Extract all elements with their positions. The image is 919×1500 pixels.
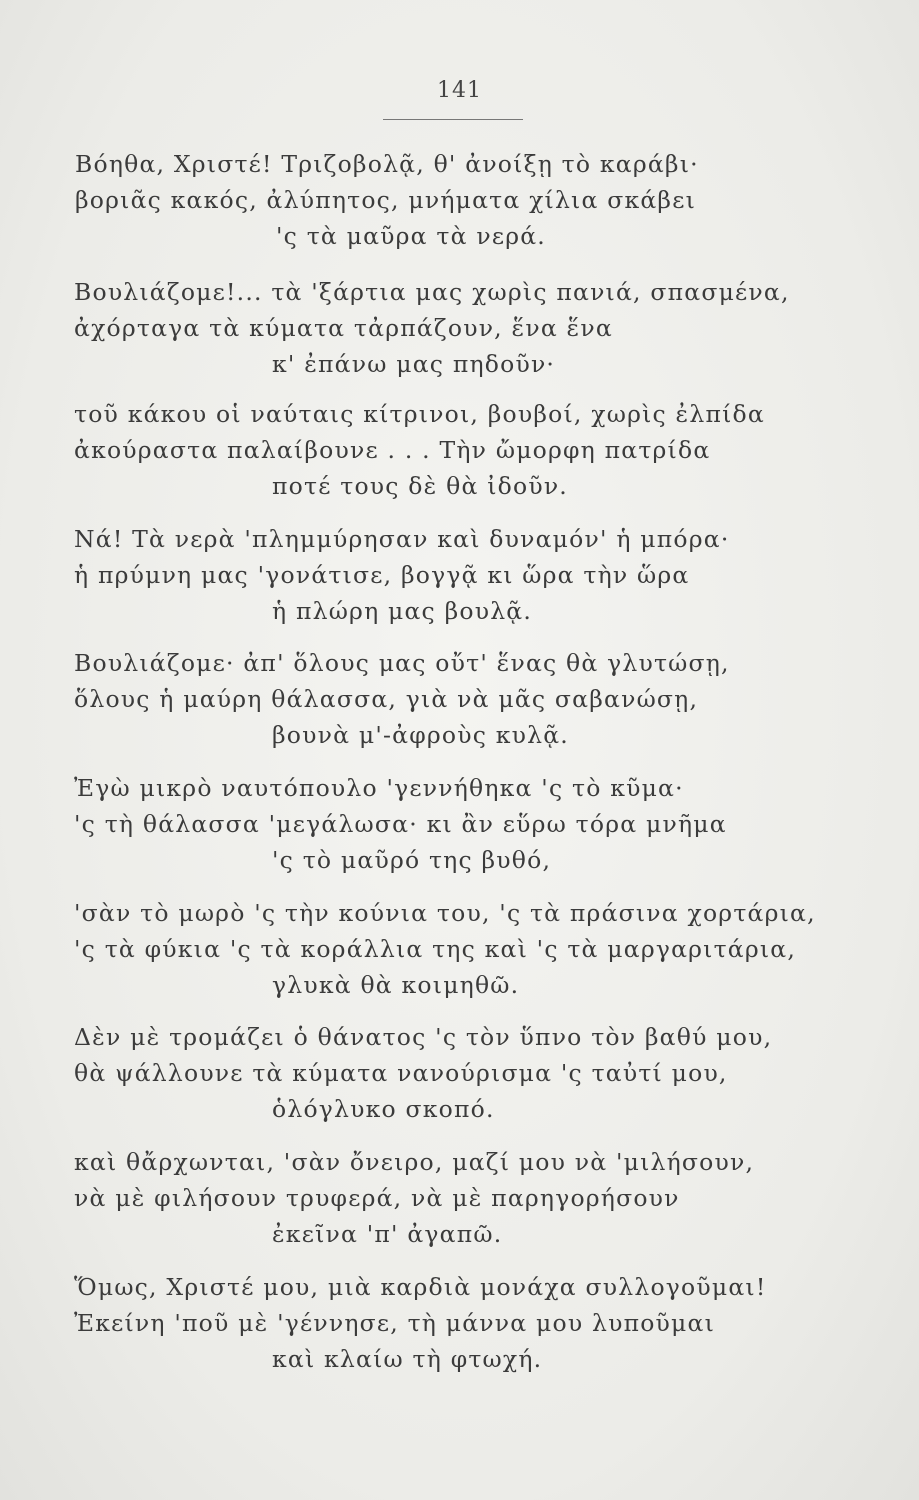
verse-line: ἀκούραστα παλαίβουνε . . . Τὴν ὤμορφη πατρίδα [74,436,711,464]
verse-line: 'ς τὰ μαῦρα τὰ νερά. [276,222,546,250]
verse-line: καὶ θἄρχωνται, 'σὰν ὄνειρο, μαζί μου νὰ 'μιλήσουν, [74,1148,755,1176]
verse-line: νὰ μὲ φιλήσουν τρυφερά, νὰ μὲ παρηγορήσουν [74,1184,680,1212]
verse-line: 'σὰν τὸ μωρὸ 'ς τὴν κούνια του, 'ς τὰ πράσινα χορτάρια, [74,899,816,927]
verse-line: 'ς τὸ μαῦρό της βυθό, [272,846,552,874]
verse-line: ὁλόγλυκο σκοπό. [272,1095,495,1123]
verse-line: Ἐγὼ μικρὸ ναυτόπουλο 'γεννήθηκα 'ς τὸ κῦμα· [74,774,684,802]
verse-line: Δὲν μὲ τρομάζει ὁ θάνατος 'ς τὸν ὕπνο τὸν βαθύ μου, [74,1023,773,1051]
verse-line: 'ς τὴ θάλασσα 'μεγάλωσα· κι ἂν εὕρω τόρα μνῆμα [74,810,727,838]
page-number: 141 [437,78,482,103]
verse-line: Βουλιάζομε!... τὰ 'ξάρτια μας χωρὶς πανιά, σπασμένα, [74,278,790,306]
verse-line: ἡ πλώρη μας βουλᾷ. [272,597,533,625]
verse-line: ἀχόρταγα τὰ κύματα τἀρπάζουν, ἕνα ἕνα [74,314,613,342]
verse-line: Ὅμως, Χριστέ μου, μιὰ καρδιὰ μονάχα συλλογοῦμαι! [74,1273,767,1301]
verse-line: Βουλιάζομε· ἀπ' ὅλους μας οὔτ' ἕνας θὰ γλυτώσῃ, [74,649,730,677]
verse-line: 'ς τὰ φύκια 'ς τὰ κοράλλια της καὶ 'ς τὰ μαργαριτάρια, [74,935,797,963]
verse-line: Βόηθα, Χριστέ! Τριζοβολᾷ, θ' ἀνοίξῃ τὸ καράβι· [75,150,699,178]
verse-line: ποτέ τους δὲ θὰ ἰδοῦν. [272,472,568,500]
verse-line: Νά! Τὰ νερὰ 'πλημμύρησαν καὶ δυναμόν' ἡ μπόρα· [74,525,730,553]
verse-line: βοριᾶς κακός, ἀλύπητος, μνήματα χίλια σκάβει [75,186,696,214]
verse-line: κ' ἐπάνω μας πηδοῦν· [272,350,556,378]
verse-line: γλυκὰ θὰ κοιμηθῶ. [272,971,520,999]
verse-line: ἡ πρύμνη μας 'γονάτισε, βογγᾷ κι ὥρα τὴν ὥρα [74,561,690,589]
verse-line: ὅλους ἡ μαύρη θάλασσα, γιὰ νὰ μᾶς σαβανώσῃ, [74,685,699,713]
verse-line: ἐκεῖνα 'π' ἀγαπῶ. [272,1220,503,1248]
header-rule [383,119,523,120]
verse-line: Ἐκείνη 'ποῦ μὲ 'γέννησε, τὴ μάννα μου λυποῦμαι [74,1309,716,1337]
verse-line: θὰ ψάλλουνε τὰ κύματα νανούρισμα 'ς ταὐτί μου, [74,1059,728,1087]
verse-line: βουνὰ μ'-ἀφροὺς κυλᾷ. [272,721,569,749]
verse-line: καὶ κλαίω τὴ φτωχή. [272,1345,543,1373]
verse-line: τοῦ κάκου οἱ ναύταις κίτρινοι, βουβοί, χωρὶς ἐλπίδα [74,400,765,428]
